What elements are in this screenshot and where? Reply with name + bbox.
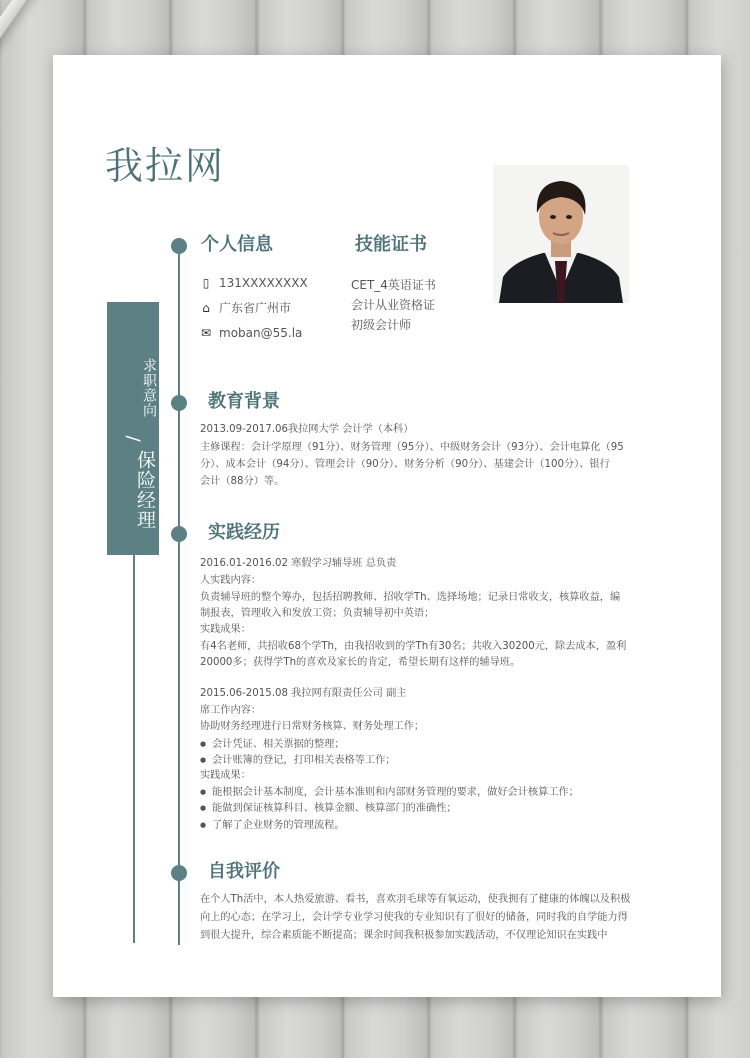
- skill-item: 初级会计师: [351, 318, 412, 332]
- practice-line: 2015.06-2015.08 我拉网有限责任公司 副主: [200, 688, 407, 699]
- sidebar-label: 求职意向: [141, 358, 157, 418]
- sidebar-line: [133, 555, 135, 943]
- practice-bullet: ● 了解了企业财务的管理流程。: [200, 817, 345, 834]
- education-line: 主修课程：会计学原理（91分）、财务管理（95分）、中级财务会计（93分）、会计电算化（95: [200, 442, 624, 453]
- self-evaluation-line: 到很大提升，综合素质能不断提高；课余时间我积极参加实践活动，不仅理论知识在实践中: [200, 930, 608, 941]
- timeline-dot: [171, 865, 187, 881]
- timeline-line: [178, 245, 180, 945]
- self-evaluation-line: 向上的心态；在学习上，会计学专业学习使我的专业知识有了很好的储备，同时我的自学能力得: [200, 912, 628, 923]
- education-line: 2013.09-2017.06我拉网大学 会计学（本科）: [200, 424, 414, 435]
- home-icon: ⌂: [202, 301, 210, 315]
- email-text: moban@55.la: [219, 326, 303, 340]
- practice-bullet: ● 能做到保证核算科目、核算金额、核算部门的准确性；: [200, 800, 457, 817]
- practice-line: 负责辅导班的整个筹办，包括招聘教师、招收学Th、选择场地；记录日常收支，核算收益，编: [200, 592, 621, 603]
- self-evaluation-line: 在个人Th活中，本人热爱旅游、看书，喜欢羽毛球等有氧运动，使我拥有了健康的体魄以及积极: [200, 894, 631, 905]
- education-line: 分）、成本会计（94分）、管理会计（90分）、财务分析（90分）、基建会计（100分）、银行: [200, 459, 610, 470]
- resume-paper: [53, 55, 721, 997]
- phone-icon: ▯: [202, 276, 210, 290]
- timeline-dot: [171, 238, 187, 254]
- practice-bullet: ● 会计凭证、相关票据的整理；: [200, 736, 345, 753]
- skill-item: CET_4英语证书: [351, 278, 436, 292]
- phone-text: 131XXXXXXXX: [219, 276, 308, 290]
- email-row: [199, 325, 302, 341]
- address-row: [199, 300, 291, 316]
- practice-bullet: ● 会计账簿的登记，打印相关表格等工作；: [200, 752, 395, 769]
- practice-line: 20000多；获得学Th的喜欢及家长的肯定，希望长期有这样的辅导班。: [200, 657, 521, 668]
- practice-title: 实践经历: [208, 522, 280, 543]
- practice-line: 有4名老师，共招收68个学Th，由我招收到的学Th有30名；共收入30200元，除去成本，盈利: [200, 641, 627, 652]
- practice-line: 席工作内容：: [200, 705, 262, 716]
- practice-line: 实践成果：: [200, 624, 251, 635]
- practice-line: 实践成果：: [200, 770, 251, 781]
- timeline-dot: [171, 395, 187, 411]
- resume-name: 我拉网: [105, 144, 226, 188]
- practice-line: 协助财务经理进行日常财务核算、财务处理工作；: [200, 721, 425, 732]
- skills-title: 技能证书: [355, 234, 427, 255]
- personal-info-title: 个人信息: [201, 234, 273, 255]
- address-text: 广东省广州市: [219, 301, 292, 315]
- practice-bullet: ● 能根据会计基本制度，会计基本准则和内部财务管理的要求，做好会计核算工作；: [200, 784, 579, 801]
- practice-line: 2016.01-2016.02 寒假学习辅导班 总负责: [200, 558, 397, 569]
- self-evaluation-title: 自我评价: [208, 861, 280, 882]
- practice-line: 制报表，管理收入和发放工资；负责辅导初中英语；: [200, 608, 435, 619]
- education-title: 教育背景: [208, 391, 280, 412]
- skill-item: 会计从业资格证: [351, 298, 436, 312]
- profile-photo: [493, 165, 629, 303]
- sidebar-slash: /: [122, 435, 144, 442]
- job-intention-sidebar: [107, 302, 159, 555]
- timeline-dot: [171, 526, 187, 542]
- practice-line: 人实践内容：: [200, 575, 262, 586]
- mail-icon: ✉: [200, 326, 212, 340]
- education-line: 会计（88分）等。: [200, 476, 285, 487]
- phone-row: [199, 275, 308, 291]
- sidebar-position: 保险经理: [134, 450, 156, 530]
